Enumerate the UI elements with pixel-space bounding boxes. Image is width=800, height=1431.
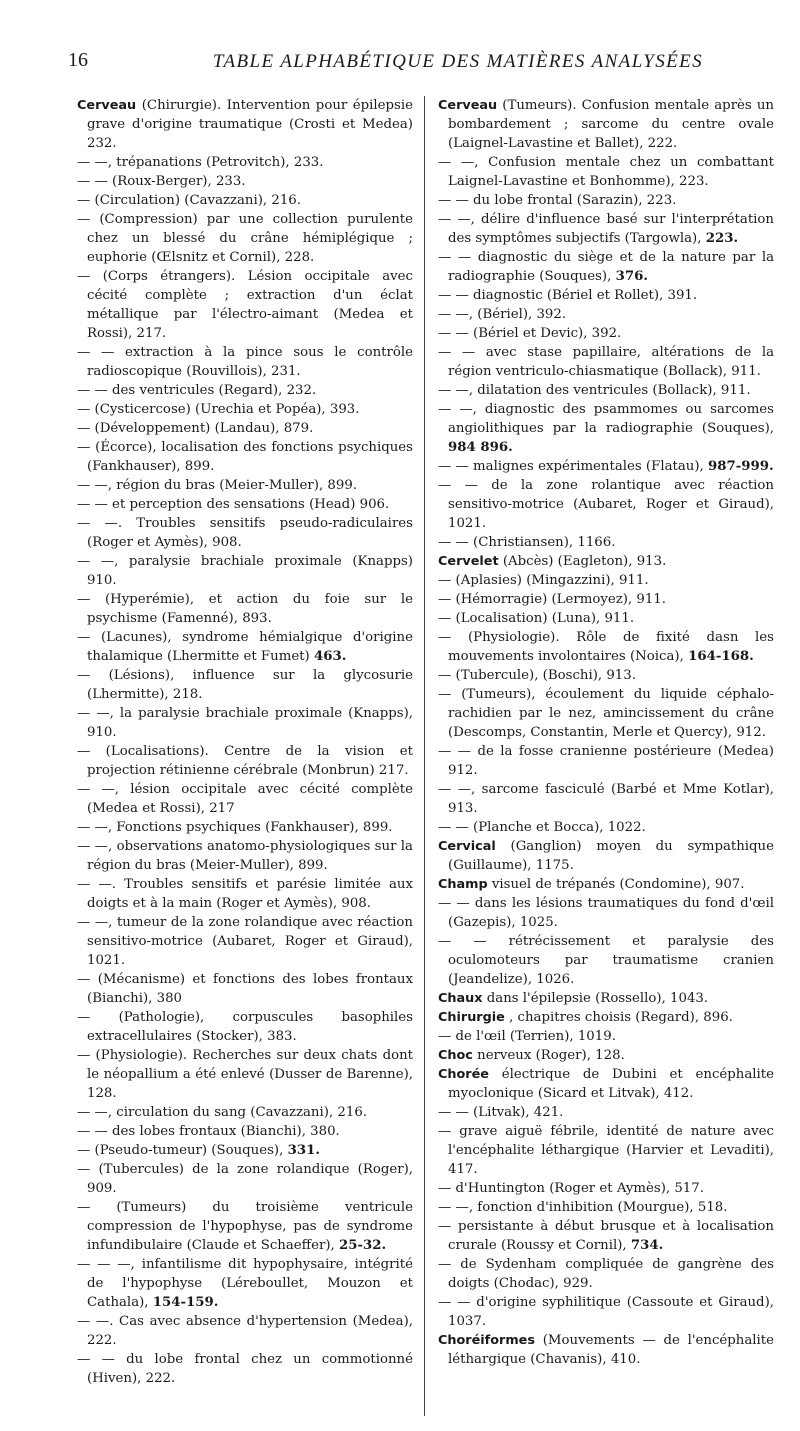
page-header bbox=[68, 49, 718, 79]
index-entry bbox=[438, 571, 774, 590]
entry-text: (Abcès) (Eagleton), 913. bbox=[502, 554, 667, 569]
entry-text: — (Corps étrangers). Lésion occipitale avec cécité complète ; extraction d'un éclat métallique par l'électro-aimant (Medea et Rossi), 217. bbox=[77, 269, 413, 341]
entry-text: — — et perception des sensations (Head) 906. bbox=[77, 497, 390, 512]
index-entry bbox=[438, 1331, 774, 1369]
index-entry bbox=[77, 172, 413, 191]
entry-text: — (Physiologie). Recherches sur deux chats dont le néopallium a été enlevé (Dusser de Barenne), 128. bbox=[77, 1048, 413, 1101]
entry-text: — — d'origine syphilitique (Cassoute et Giraud), 1037. bbox=[438, 1295, 774, 1329]
entry-text: — —, (Bériel), 392. bbox=[438, 307, 567, 322]
entry-text: — —, Confusion mentale chez un combattant Laignel-Lavastine et Bonhomme), 223. bbox=[438, 155, 774, 189]
index-entry bbox=[438, 609, 774, 628]
index-entry bbox=[77, 742, 413, 780]
entry-text: — (Pseudo-tumeur) (Souques), bbox=[77, 1143, 284, 1158]
index-entry bbox=[438, 780, 774, 818]
entry-text: nerveux (Roger), 128. bbox=[477, 1048, 625, 1063]
index-entry bbox=[438, 248, 774, 286]
index-entry bbox=[77, 400, 413, 419]
index-entry bbox=[77, 837, 413, 875]
entry-headword: Cervelet bbox=[438, 554, 499, 569]
entry-text: — (Mécanisme) et fonctions des lobes frontaux (Bianchi), 380 bbox=[77, 972, 413, 1006]
entry-headword: Champ bbox=[438, 877, 488, 892]
entry-page-ref: 154-159. bbox=[152, 1295, 219, 1310]
index-entry bbox=[438, 685, 774, 742]
entry-text: — (Tumeurs) du troisième ventricule compression de l'hypophyse, pas de syndrome infundibulaire (Claude et Schaeffer), bbox=[77, 1200, 413, 1253]
index-entry bbox=[438, 1027, 774, 1046]
index-entry bbox=[438, 476, 774, 533]
entry-text: — (Circulation) (Cavazzani), 216. bbox=[77, 193, 301, 208]
entry-text: — — diagnostic (Bériel et Rollet), 391. bbox=[438, 288, 698, 303]
index-entry bbox=[77, 267, 413, 343]
index-entry bbox=[438, 1065, 774, 1103]
entry-headword: Cerveau bbox=[438, 98, 498, 113]
entry-headword: Chorée bbox=[438, 1067, 489, 1082]
entry-page-ref: 734. bbox=[630, 1238, 664, 1253]
index-entry bbox=[438, 1103, 774, 1122]
index-entry bbox=[77, 818, 413, 837]
entry-text: — (Aplasies) (Mingazzini), 911. bbox=[438, 573, 649, 588]
entry-text: — d'Huntington (Roger et Aymès), 517. bbox=[438, 1181, 704, 1196]
index-entry bbox=[438, 590, 774, 609]
entry-headword: Cervical bbox=[438, 839, 496, 854]
index-entry bbox=[438, 932, 774, 989]
entry-text: — (Hyperémie), et action du foie sur le psychisme (Famenné), 893. bbox=[77, 592, 413, 626]
index-entry bbox=[438, 1255, 774, 1293]
index-entry bbox=[438, 1008, 774, 1027]
page-number: 16 bbox=[68, 49, 88, 71]
entry-page-ref: 987-999. bbox=[708, 459, 774, 474]
entry-text: — (Localisation) (Luna), 911. bbox=[438, 611, 635, 626]
entry-text: — — de la zone rolantique avec réaction sensitivo-motrice (Aubaret, Roger et Giraud), 1021. bbox=[438, 478, 774, 531]
index-entry bbox=[438, 1293, 774, 1331]
entry-text: visuel de trépanés (Condomine), 907. bbox=[491, 877, 745, 892]
index-entry bbox=[438, 400, 774, 457]
entry-text: — —, délire d'influence basé sur l'interprétation des symptômes subjectifs (Targowla), bbox=[438, 212, 774, 246]
entry-text: — —, région du bras (Meier-Muller), 899. bbox=[77, 478, 358, 493]
entry-text: — (Localisations). Centre de la vision et projection rétinienne cérébrale (Monbrun) 217. bbox=[77, 744, 413, 778]
entry-text: — —. Troubles sensitifs et parésie limitée aux doigts et à la main (Roger et Aymès), 908. bbox=[77, 877, 413, 911]
index-entry bbox=[438, 343, 774, 381]
entry-text: — (Hémorragie) (Lermoyez), 911. bbox=[438, 592, 666, 607]
entry-page-ref: 331. bbox=[287, 1143, 320, 1158]
entry-text: — — (Planche et Bocca), 1022. bbox=[438, 820, 646, 835]
entry-text: — —. Troubles sensitifs pseudo-radiculaires (Roger et Aymès), 908. bbox=[77, 516, 413, 550]
entry-text: — — (Litvak), 421. bbox=[438, 1105, 564, 1120]
index-column-left bbox=[77, 96, 413, 1388]
entry-text: — —. Cas avec absence d'hypertension (Medea), 222. bbox=[77, 1314, 413, 1348]
entry-text: — — —, infantilisme dit hypophysaire, intégrité de l'hypophyse (Léreboullet, Mouzon et Cathala), bbox=[77, 1257, 413, 1310]
running-title: TABLE ALPHABÉTIQUE DES MATIÈRES ANALYSÉES bbox=[212, 51, 704, 72]
index-entry bbox=[438, 457, 774, 476]
entry-page-ref: 223. bbox=[705, 231, 739, 246]
index-entry bbox=[77, 552, 413, 590]
entry-text: — (Tubercule), (Boschi), 913. bbox=[438, 668, 636, 683]
index-entry bbox=[77, 191, 413, 210]
index-entry bbox=[438, 894, 774, 932]
index-entry bbox=[77, 1255, 413, 1312]
index-entry bbox=[77, 381, 413, 400]
entry-text: — — des ventricules (Regard), 232. bbox=[77, 383, 317, 398]
index-entry bbox=[77, 210, 413, 267]
index-entry bbox=[77, 96, 413, 153]
entry-text: — —, paralysie brachiale proximale (Knapps) 910. bbox=[77, 554, 413, 588]
entry-text: — (Tubercules) de la zone rolandique (Roger), 909. bbox=[77, 1162, 413, 1196]
index-entry bbox=[438, 153, 774, 191]
entry-text: — (Lésions), influence sur la glycosurie (Lhermitte), 218. bbox=[77, 668, 413, 702]
entry-text: — —, tumeur de la zone rolandique avec réaction sensitivo-motrice (Aubaret, Roger et Giraud), 1021. bbox=[77, 915, 413, 968]
entry-text: — (Écorce), localisation des fonctions psychiques (Fankhauser), 899. bbox=[77, 440, 413, 474]
index-entry bbox=[77, 590, 413, 628]
entry-text: — —, circulation du sang (Cavazzani), 216. bbox=[77, 1105, 367, 1120]
index-entry bbox=[438, 989, 774, 1008]
index-entry bbox=[438, 628, 774, 666]
entry-headword: Chaux bbox=[438, 991, 483, 1006]
entry-text: — —, sarcome fasciculé (Barbé et Mme Kotlar), 913. bbox=[438, 782, 774, 816]
entry-page-ref: 376. bbox=[615, 269, 648, 284]
index-entry bbox=[77, 419, 413, 438]
index-entry bbox=[77, 1160, 413, 1198]
index-entry bbox=[77, 1350, 413, 1388]
index-entry bbox=[77, 1141, 413, 1160]
entry-text: (Mouvements — de l'encéphalite léthargique (Chavanis), 410. bbox=[448, 1333, 774, 1367]
entry-page-ref: 25-32. bbox=[338, 1238, 387, 1253]
entry-text: — —, fonction d'inhibition (Mourgue), 518. bbox=[438, 1200, 728, 1215]
entry-headword: Cerveau bbox=[77, 98, 137, 113]
index-entry bbox=[77, 495, 413, 514]
index-entry bbox=[438, 286, 774, 305]
entry-text: — — des lobes frontaux (Bianchi), 380. bbox=[77, 1124, 340, 1139]
index-entry bbox=[77, 1122, 413, 1141]
index-entry bbox=[77, 476, 413, 495]
index-entry bbox=[77, 780, 413, 818]
entry-text: — (Cysticercose) (Urechia et Popéa), 393. bbox=[77, 402, 360, 417]
index-entry bbox=[438, 666, 774, 685]
entry-text: — — (Christiansen), 1166. bbox=[438, 535, 616, 550]
index-entry bbox=[438, 818, 774, 837]
entry-text: — (Compression) par une collection purulente chez un blessé du crâne hémiplégique ; euphorie (Œlsnitz et Cornil), 228. bbox=[77, 212, 413, 265]
entry-text: — — dans les lésions traumatiques du fond d'œil (Gazepis), 1025. bbox=[438, 896, 774, 930]
index-entry bbox=[438, 305, 774, 324]
entry-text: , chapitres choisis (Regard), 896. bbox=[509, 1010, 733, 1025]
index-entry bbox=[77, 343, 413, 381]
index-entry bbox=[438, 837, 774, 875]
entry-text: — — malignes expérimentales (Flatau), bbox=[438, 459, 704, 474]
entry-text: — — du lobe frontal chez un commotionné (Hiven), 222. bbox=[77, 1352, 413, 1386]
index-entry bbox=[77, 1103, 413, 1122]
entry-text: — (Lacunes), syndrome hémialgique d'origine thalamique (Lhermitte et Fumet) bbox=[77, 630, 413, 664]
column-divider bbox=[424, 96, 425, 1416]
entry-text: — —, observations anatomo-physiologiques sur la région du bras (Meier-Muller), 899. bbox=[77, 839, 413, 873]
index-entry bbox=[438, 1122, 774, 1179]
entry-text: — (Physiologie). Rôle de fixité dasn les mouvements involontaires (Noica), bbox=[438, 630, 774, 664]
index-entry bbox=[438, 552, 774, 571]
entry-page-ref: 463. bbox=[313, 649, 347, 664]
entry-text: — (Développement) (Landau), 879. bbox=[77, 421, 314, 436]
index-entry bbox=[77, 704, 413, 742]
index-entry bbox=[438, 742, 774, 780]
index-entry bbox=[438, 96, 774, 153]
entry-headword: Choc bbox=[438, 1048, 473, 1063]
index-entry bbox=[77, 875, 413, 913]
entry-text: — persistante à début brusque et à localisation crurale (Roussy et Cornil), bbox=[438, 1219, 774, 1253]
index-entry bbox=[438, 1217, 774, 1255]
index-entry bbox=[438, 210, 774, 248]
entry-text: — —, trépanations (Petrovitch), 233. bbox=[77, 155, 324, 170]
entry-text: — de Sydenham compliquée de gangrène des doigts (Chodac), 929. bbox=[438, 1257, 774, 1291]
index-entry bbox=[438, 1179, 774, 1198]
index-entry bbox=[438, 1198, 774, 1217]
entry-text: — — avec stase papillaire, altérations de la région ventriculo-chiasmatique (Bollack), 911. bbox=[438, 345, 774, 379]
index-column-right bbox=[438, 96, 774, 1369]
index-entry bbox=[438, 191, 774, 210]
index-entry bbox=[77, 153, 413, 172]
entry-text: — — du lobe frontal (Sarazin), 223. bbox=[438, 193, 677, 208]
entry-headword: Chirurgie bbox=[438, 1010, 505, 1025]
index-entry bbox=[77, 913, 413, 970]
entry-text: dans l'épilepsie (Rossello), 1043. bbox=[486, 991, 709, 1006]
entry-text: — grave aiguë fébrile, identité de nature avec l'encéphalite léthargique (Harvier et Levaditi), 417. bbox=[438, 1124, 774, 1177]
entry-text: — de l'œil (Terrien), 1019. bbox=[438, 1029, 616, 1044]
index-entry bbox=[438, 1046, 774, 1065]
entry-text: — —, lésion occipitale avec cécité complète (Medea et Rossi), 217 bbox=[77, 782, 413, 816]
entry-text: électrique de Dubini et encéphalite myoclonique (Sicard et Litvak), 412. bbox=[448, 1067, 774, 1101]
index-entry bbox=[77, 1198, 413, 1255]
entry-text: — — extraction à la pince sous le contrôle radioscopique (Rouvillois), 231. bbox=[77, 345, 413, 379]
entry-headword: Choréiformes bbox=[438, 1333, 535, 1348]
index-entry bbox=[77, 438, 413, 476]
entry-page-ref: 984 896. bbox=[448, 440, 513, 455]
index-entry bbox=[77, 1312, 413, 1350]
entry-text: — — diagnostic du siège et de la nature par la radiographie (Souques), bbox=[438, 250, 774, 284]
entry-text: — —, dilatation des ventricules (Bollack), 911. bbox=[438, 383, 751, 398]
entry-text: (Ganglion) moyen du sympathique (Guillaume), 1175. bbox=[448, 839, 774, 873]
index-entry bbox=[438, 875, 774, 894]
entry-text: — —, la paralysie brachiale proximale (Knapps), 910. bbox=[77, 706, 413, 740]
entry-page-ref: 164-168. bbox=[688, 649, 754, 664]
entry-text: — (Pathologie), corpuscules basophiles extracellulaires (Stocker), 383. bbox=[77, 1010, 413, 1044]
entry-text: — — rétrécissement et paralysie des oculomoteurs par traumatisme cranien (Jeandelize), 1026. bbox=[438, 934, 774, 987]
entry-text: — — (Roux-Berger), 233. bbox=[77, 174, 246, 189]
index-entry bbox=[77, 628, 413, 666]
entry-text: — — (Bériel et Devic), 392. bbox=[438, 326, 622, 341]
index-entry bbox=[77, 1046, 413, 1103]
entry-text: (Chirurgie). Intervention pour épilepsie grave d'origine traumatique (Crosti et Medea) 232. bbox=[87, 98, 414, 151]
entry-text: — (Tumeurs), écoulement du liquide céphalo-rachidien par le nez, amincissement du crâne (Descomps, Constantin, Merle et Quercy), 912. bbox=[438, 687, 774, 740]
entry-text: (Tumeurs). Confusion mentale après un bombardement ; sarcome du centre ovale (Laignel-Lavastine et Ballet), 222. bbox=[448, 98, 774, 151]
index-entry bbox=[438, 324, 774, 343]
index-entry bbox=[77, 970, 413, 1008]
entry-text: — —, diagnostic des psammomes ou sarcomes angiolithiques par la radiographie (Souques), bbox=[438, 402, 774, 436]
index-entry bbox=[77, 666, 413, 704]
entry-text: — —, Fonctions psychiques (Fankhauser), 899. bbox=[77, 820, 393, 835]
index-entry bbox=[77, 1008, 413, 1046]
entry-text: — — de la fosse cranienne postérieure (Medea) 912. bbox=[438, 744, 774, 778]
index-entry bbox=[438, 533, 774, 552]
index-entry bbox=[438, 381, 774, 400]
index-entry bbox=[77, 514, 413, 552]
